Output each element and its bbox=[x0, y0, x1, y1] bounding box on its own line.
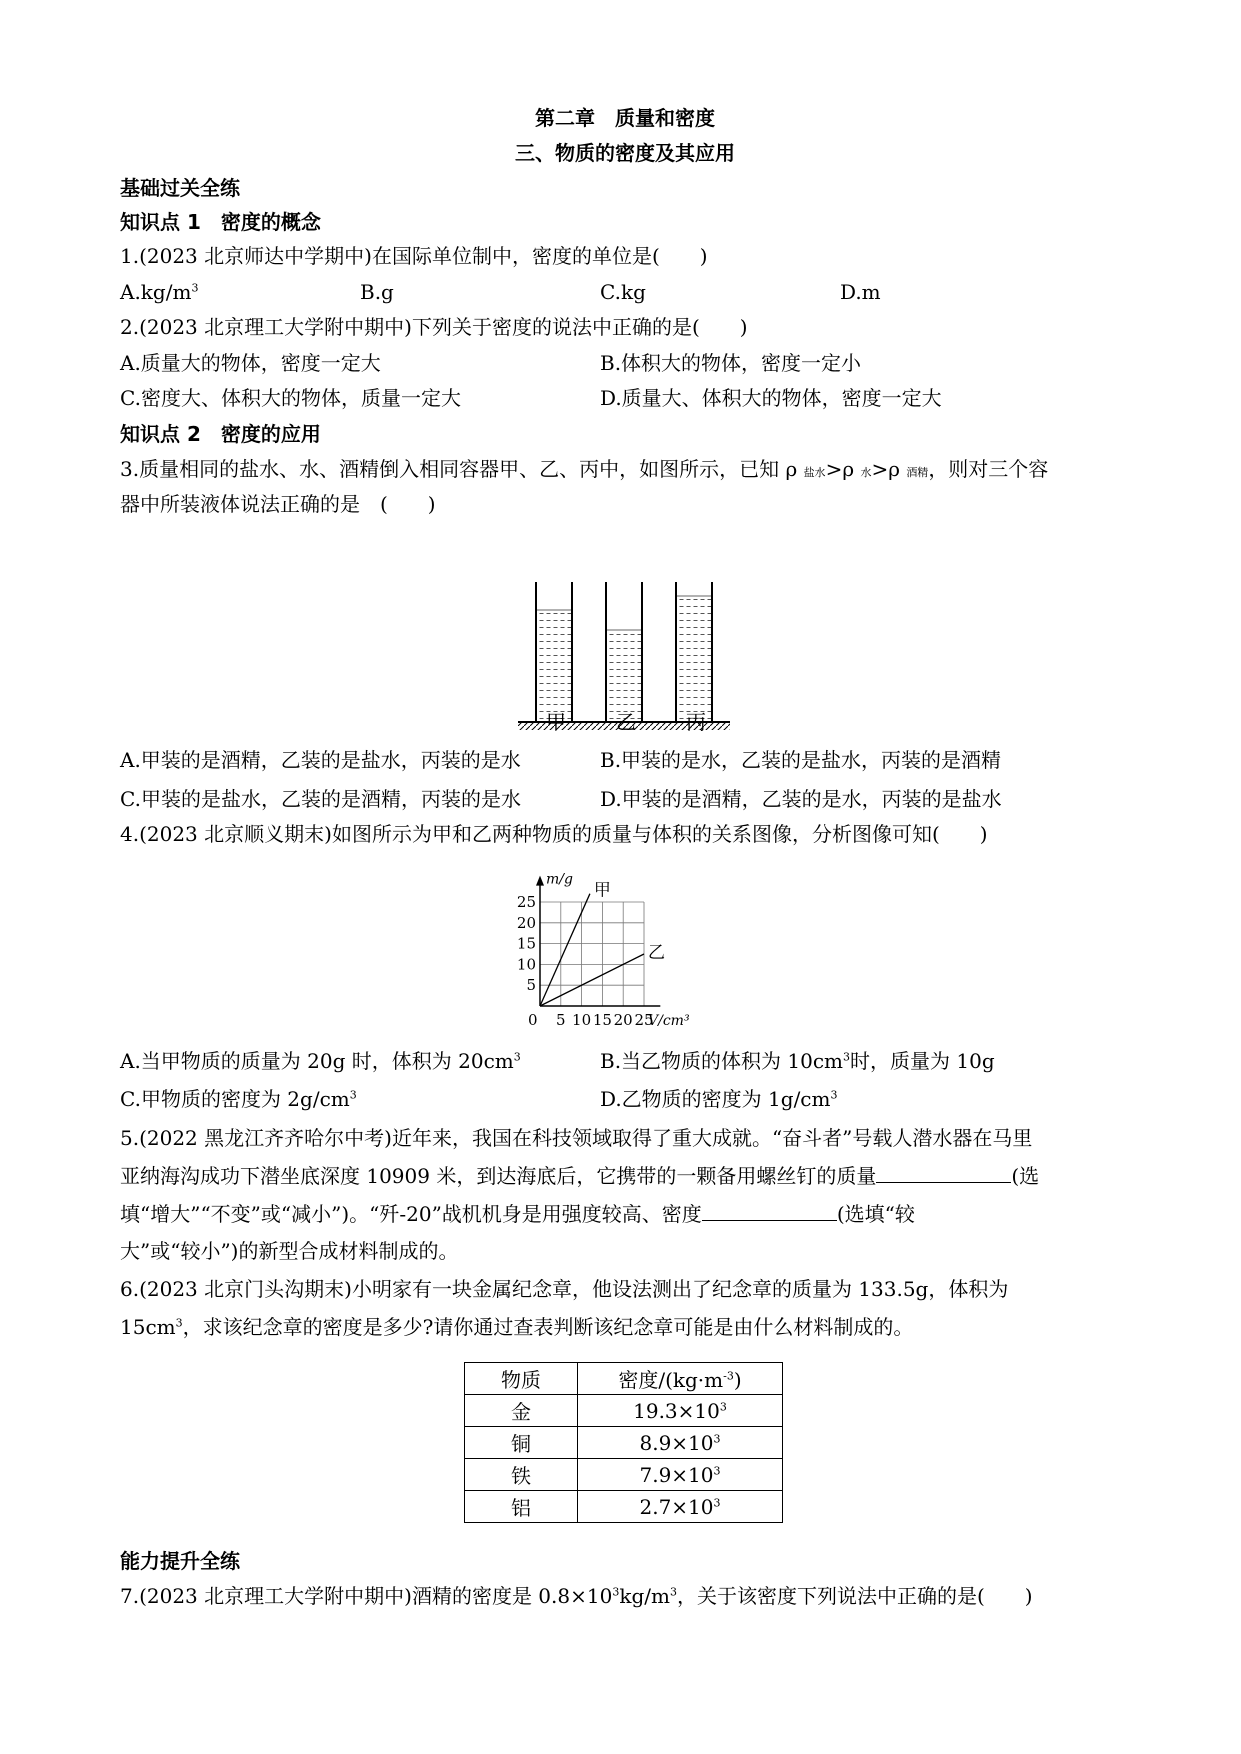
table-cell-density: $19.3\times 10^3$ bbox=[578, 1395, 783, 1427]
table-row bbox=[465, 1491, 783, 1523]
q2-option-a: A.质量大的物体，密度一定大 bbox=[120, 351, 381, 375]
q4-option-d: D.乙物质的密度为 $1g/cm^3$ bbox=[600, 1087, 838, 1111]
q4-option-c: C.甲物质的密度为 $2g/cm^3$ bbox=[120, 1087, 357, 1111]
x-tick-label: 25 bbox=[634, 1011, 654, 1029]
q3-stem-line2: 器中所装液体说法正确的是 ( ) bbox=[120, 492, 436, 516]
q5-line3: 填“增大”“不变”或“减小”)。“歼-20”战机机身是用强度较高、密度 (选填“较 bbox=[120, 1202, 915, 1226]
knowledge-point-1: 知识点 1 密度的概念 bbox=[120, 210, 321, 234]
q1-option-c: C.kg bbox=[600, 280, 646, 304]
q2-option-c: C.密度大、体积大的物体，质量一定大 bbox=[120, 386, 461, 410]
q5-line4: 大”或“较小”)的新型合成材料制成的。 bbox=[120, 1239, 459, 1263]
y-tick-label: 20 bbox=[516, 913, 536, 932]
q4-stem: 4.(2023 北京顺义期末)如图所示为甲和乙两种物质的质量与体积的关系图像，分析图像可知( ) bbox=[120, 822, 988, 846]
q3-option-a: A.甲装的是酒精，乙装的是盐水，丙装的是水 bbox=[120, 748, 521, 772]
q1-option-d: D.m bbox=[840, 280, 881, 304]
q2-option-d: D.质量大、体积大的物体，密度一定大 bbox=[600, 386, 942, 410]
q7-stem: 7.(2023 北京理工大学附中期中)酒精的密度是 $0.8\times 10^3kg/m^3$，关于该密度下列说法中正确的是( ) bbox=[120, 1584, 1033, 1608]
table-cell-name: 铝 bbox=[465, 1491, 578, 1523]
q6-line1: 6.(2023 北京门头沟期末)小明家有一块金属纪念章，他设法测出了纪念章的质量为 133.5g，体积为 bbox=[120, 1277, 1009, 1301]
q1-option-b: B.g bbox=[360, 280, 394, 304]
q6-line2: $15cm^3$，求该纪念章的密度是多少?请你通过查表判断该纪念章可能是由什么材料制成的。 bbox=[120, 1315, 914, 1339]
container-yi bbox=[606, 582, 642, 722]
q5-line1: 5.(2022 黑龙江齐齐哈尔中考)近年来，我国在科技领域取得了重大成就。“奋斗者”号载人潜水器在马里 bbox=[120, 1126, 1033, 1150]
table-cell-density: $7.9\times 10^3$ bbox=[578, 1459, 783, 1491]
table-header-substance: 物质 bbox=[465, 1363, 578, 1395]
x-tick-label: 20 bbox=[613, 1011, 633, 1029]
y-tick-label: 25 bbox=[516, 893, 536, 911]
density-table bbox=[464, 1362, 783, 1523]
container-label-jia: 甲 bbox=[546, 710, 566, 734]
table-header-density: 密度$/(kg\cdot m^{-3})$ bbox=[578, 1363, 783, 1395]
q5-blank-1[interactable] bbox=[876, 1164, 1011, 1183]
mass-volume-chart bbox=[500, 854, 740, 1034]
x-tick-label: 10 bbox=[572, 1011, 592, 1029]
chapter-title: 第二章 质量和密度 bbox=[535, 106, 715, 130]
table-row bbox=[465, 1395, 783, 1427]
q3-option-b: B.甲装的是水，乙装的是盐水，丙装的是酒精 bbox=[600, 748, 1002, 772]
y-tick-label: 10 bbox=[516, 955, 536, 974]
series-label-yi: 乙 bbox=[648, 943, 665, 963]
table-cell-density: $2.7\times 10^3$ bbox=[578, 1491, 783, 1523]
chart-series bbox=[540, 894, 644, 1006]
q2-stem: 2.(2023 北京理工大学附中期中)下列关于密度的说法中正确的是( ) bbox=[120, 315, 748, 339]
q1-stem: 1.(2023 北京师达中学期中)在国际单位制中，密度的单位是( ) bbox=[120, 244, 708, 268]
container-jia bbox=[536, 582, 572, 722]
container-bing bbox=[676, 582, 712, 722]
y-tick-label: 5 bbox=[526, 976, 536, 995]
section-title: 三、物质的密度及其应用 bbox=[515, 141, 735, 165]
container-label-yi: 乙 bbox=[616, 710, 636, 734]
series-line-jia bbox=[540, 894, 590, 1006]
q1-option-a: $A.kg/m^3$ bbox=[120, 280, 199, 304]
table-cell-name: 铜 bbox=[465, 1427, 578, 1459]
table-row bbox=[465, 1459, 783, 1491]
q3-stem-line1: 3.质量相同的盐水、水、酒精倒入相同容器甲、乙、丙中，如图所示，已知 ρ 盐水>ρ 水>ρ 酒精，则对三个容 bbox=[120, 457, 1049, 481]
part2-heading: 能力提升全练 bbox=[120, 1549, 240, 1573]
q5-blank-2[interactable] bbox=[702, 1202, 837, 1221]
q5-line2: 亚纳海沟成功下潜坐底深度 10909 米，到达海底后，它携带的一颗备用螺丝钉的质量 (选 bbox=[120, 1164, 1040, 1188]
knowledge-point-2: 知识点 2 密度的应用 bbox=[120, 422, 321, 446]
y-axis-label: m/g bbox=[546, 871, 573, 888]
table-cell-name: 金 bbox=[465, 1395, 578, 1427]
chart-grid bbox=[540, 902, 644, 1006]
series-label-jia: 甲 bbox=[593, 880, 611, 901]
table-cell-name: 铁 bbox=[465, 1459, 578, 1491]
y-tick-label: 15 bbox=[516, 934, 536, 953]
table-header-row bbox=[465, 1363, 783, 1395]
series-line-yi bbox=[540, 954, 644, 1006]
x-tick-label: 15 bbox=[592, 1011, 612, 1029]
table-row bbox=[465, 1427, 783, 1459]
q3-option-d: D.甲装的是酒精，乙装的是水，丙装的是盐水 bbox=[600, 787, 1002, 811]
x-tick-label: 5 bbox=[556, 1011, 566, 1029]
container-label-bing: 丙 bbox=[686, 710, 706, 734]
table-cell-density: $8.9\times 10^3$ bbox=[578, 1427, 783, 1459]
q3-option-c: C.甲装的是盐水，乙装的是酒精，丙装的是水 bbox=[120, 787, 521, 811]
q2-option-b: B.体积大的物体，密度一定小 bbox=[600, 351, 862, 375]
part1-heading: 基础过关全练 bbox=[120, 176, 240, 200]
y-axis-arrow bbox=[536, 876, 544, 886]
q4-option-a: A.当甲物质的质量为 20g 时，体积为 $20cm^3$ bbox=[120, 1049, 521, 1073]
q4-option-b: B.当乙物质的体积为 $10cm^3$时，质量为 10g bbox=[600, 1049, 995, 1073]
x-axis-label: V/cm³ bbox=[648, 1013, 690, 1029]
x-tick-label: 0 bbox=[528, 1011, 538, 1029]
